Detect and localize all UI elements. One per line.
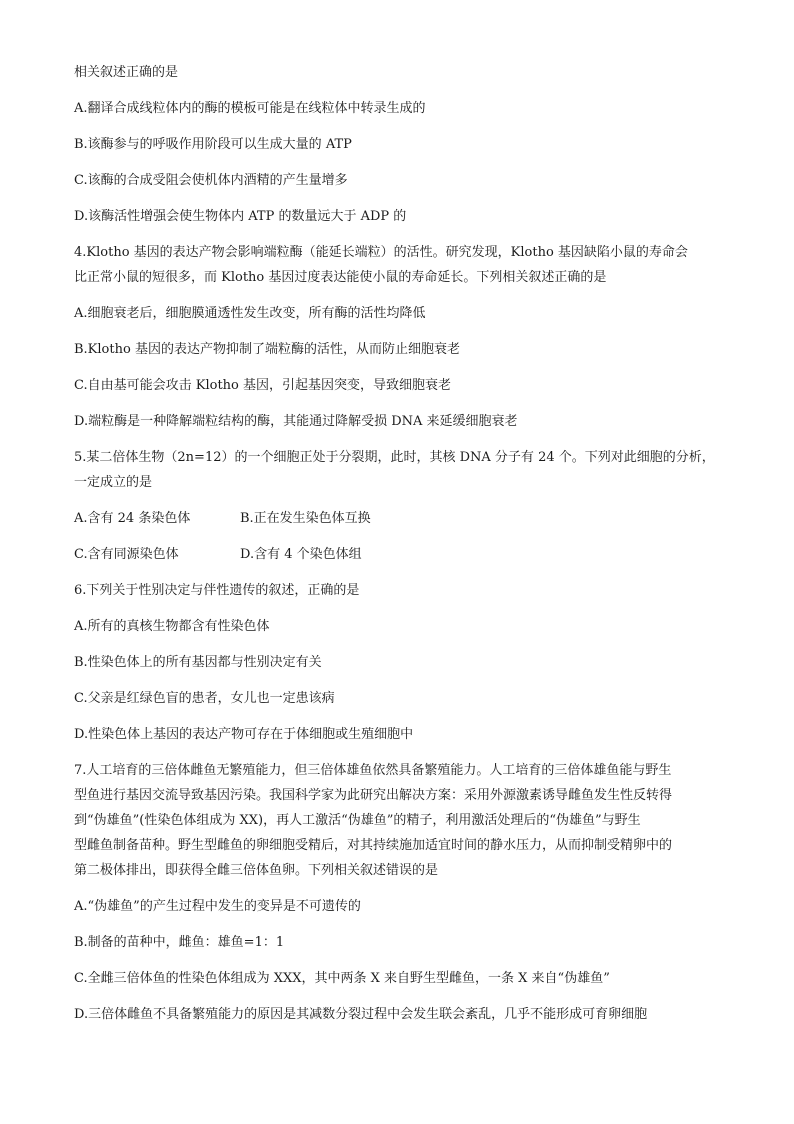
question-7-stem-line-1: 7.人工培育的三倍体雌鱼无繁殖能力，但三倍体雄鱼依然具备繁殖能力。人工培育的三倍体雄鱼能与野生 [74,763,672,778]
question-5-option-d: D.含有 4 个染色体组 [240,547,362,562]
question-6-option-b: B.性染色体上的所有基因都与性别决定有关 [74,655,322,670]
question-6-stem: 6.下列关于性别决定与伴性遗传的叙述，正确的是 [74,583,360,598]
question-3-option-a: A.翻译合成线粒体内的酶的模板可能是在线粒体中转录生成的 [74,101,426,116]
question-7-stem-line-2: 型鱼进行基因交流导致基因污染。我国科学家为此研究出解决方案：采用外源激素诱导雌鱼发生性反转得 [74,788,673,803]
question-5-option-a: A.含有 24 条染色体 [74,511,191,526]
question-3-option-d: D.该酶活性增强会使生物体内 ATP 的数量远大于 ADP 的 [74,209,407,224]
question-7-stem-line-5: 第二极体排出，即获得全雌三倍体鱼卵。下列相关叙述错误的是 [74,863,439,878]
question-4-option-a: A.细胞衰老后，细胞膜通透性发生改变，所有酶的活性均降低 [74,306,426,321]
question-4-option-d: D.端粒酶是一种降解端粒结构的酶，其能通过降解受损 DNA 来延缓细胞衰老 [74,414,518,429]
question-5-stem-line-1: 5.某二倍体生物（2n=12）的一个细胞正处于分裂期，此时，其核 DNA 分子有 24 个。下列对此细胞的分析， [74,450,715,465]
question-6-option-a: A.所有的真核生物都含有性染色体 [74,619,270,634]
question-7-option-c: C.全雌三倍体鱼的性染色体组成为 XXX，其中两条 X 来自野生型雌鱼，一条 X 来自“伪雄鱼” [74,971,610,986]
question-4-stem-line-1: 4.Klotho 基因的表达产物会影响端粒酶（能延长端粒）的活性。研究发现，Klotho 基因缺陷小鼠的寿命会 [74,245,688,260]
question-5-options-row-1 [74,510,371,528]
question-5-option-b: B.正在发生染色体互换 [240,511,371,526]
question-5-options-row-2 [74,546,362,564]
question-3-option-c: C.该酶的合成受阻会使机体内酒精的产生量增多 [74,173,348,188]
question-5-option-c: C.含有同源染色体 [74,547,179,562]
question-6-option-d: D.性染色体上基因的表达产物可存在于体细胞或生殖细胞中 [74,727,414,742]
question-7-stem-line-3: 到“伪雄鱼”(性染色体组成为 XX)，再人工激活“伪雄鱼”的精子，利用激活处理后的“伪雄鱼”与野生 [74,813,641,828]
question-5-stem-line-2: 一定成立的是 [74,475,153,490]
question-7-option-a: A.“伪雄鱼”的产生过程中发生的变异是不可遗传的 [74,899,361,914]
question-4-option-b: B.Klotho 基因的表达产物抑制了端粒酶的活性，从而防止细胞衰老 [74,342,460,357]
question-7-option-d: D.三倍体雌鱼不具备繁殖能力的原因是其减数分裂过程中会发生联会紊乱，几乎不能形成可育卵细胞 [74,1007,648,1022]
question-7-stem-line-4: 型雌鱼制备苗种。野生型雌鱼的卵细胞受精后，对其持续施加适宜时间的静水压力，从而抑制受精卵中的 [74,838,673,853]
question-4-option-c: C.自由基可能会攻击 Klotho 基因，引起基因突变，导致细胞衰老 [74,378,452,393]
question-7-option-b: B.制备的苗种中，雌鱼：雄鱼=1：1 [74,935,285,950]
question-3-option-b: B.该酶参与的呼吸作用阶段可以生成大量的 ATP [74,137,352,152]
question-6-option-c: C.父亲是红绿色盲的患者，女儿也一定患该病 [74,691,335,706]
question-4-stem-line-2: 比正常小鼠的短很多，而 Klotho 基因过度表达能使小鼠的寿命延长。下列相关叙述正确的是 [74,270,607,285]
question-3-stem-continued: 相关叙述正确的是 [74,65,179,80]
